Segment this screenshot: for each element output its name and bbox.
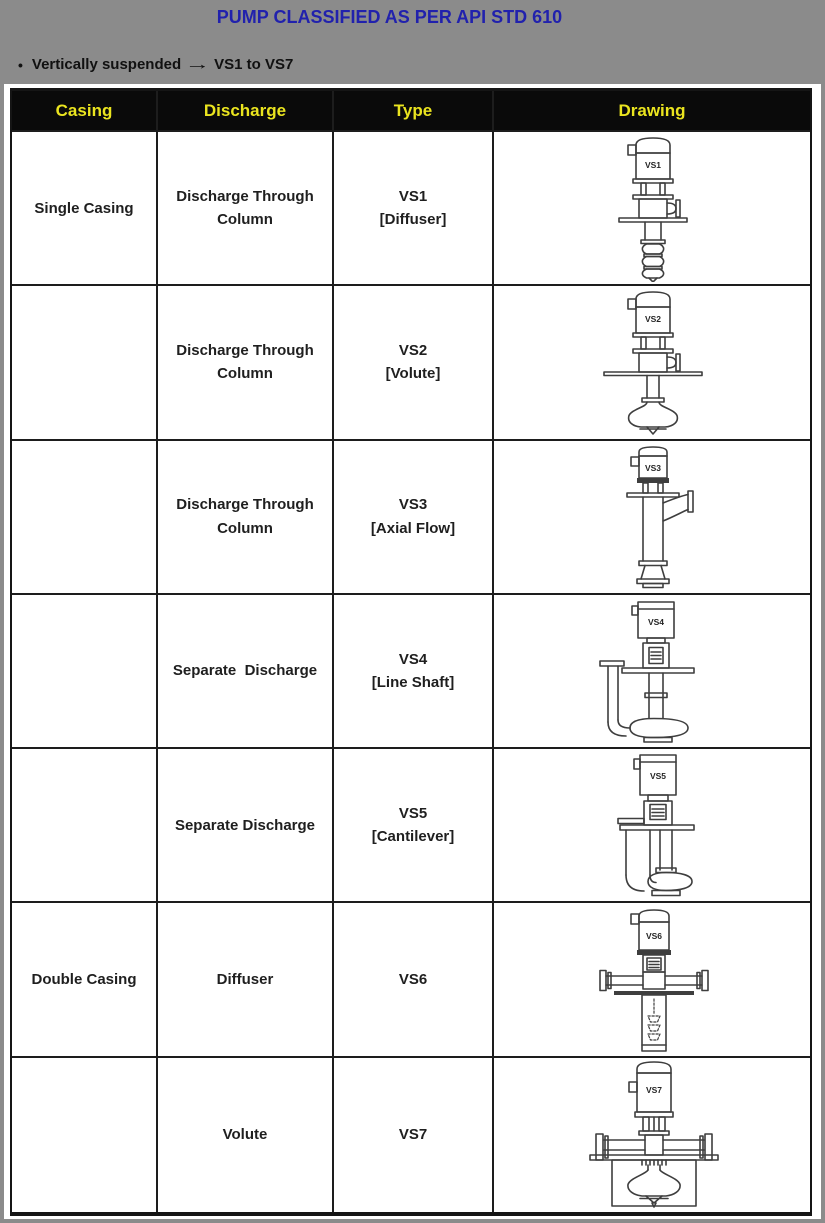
- header-casing: [12, 91, 158, 132]
- cell-drawing-vs5: [494, 749, 810, 903]
- type-name: VS7: [398, 1126, 428, 1144]
- type-name: VS4: [398, 650, 428, 668]
- cell-casing-vs3: [12, 441, 158, 595]
- type-name: VS3: [398, 496, 428, 514]
- right-arrow-icon: →: [184, 56, 211, 73]
- cell-casing-vs5: [12, 749, 158, 903]
- header-casing-label: Casing: [55, 100, 113, 120]
- pump-drawing-vs6-icon: [542, 906, 762, 1054]
- cell-drawing-vs7: [494, 1058, 810, 1212]
- cell-casing-vs1: Single Casing: [12, 132, 158, 286]
- cell-casing-vs4: [12, 595, 158, 749]
- cell-type-vs7: [334, 1058, 494, 1212]
- pump-drawing-vs7-icon: [542, 1060, 762, 1210]
- bullet-range: VS1 to VS7: [214, 56, 294, 73]
- cell-discharge-vs5: Separate Discharge: [158, 749, 334, 903]
- type-sub: [Diffuser]: [379, 211, 447, 229]
- cell-discharge-vs2: Discharge Through Column: [158, 286, 334, 440]
- cell-discharge-vs1: Discharge Through Column: [158, 132, 334, 286]
- cell-type-vs2: [334, 286, 494, 440]
- cell-discharge-vs7: Volute: [158, 1058, 334, 1212]
- bullet-text: Vertically suspended: [31, 56, 182, 73]
- drawing-label: VS5: [649, 771, 667, 782]
- document-sheet: [4, 84, 821, 1219]
- type-sub: [Line Shaft]: [371, 673, 455, 691]
- cell-discharge-vs6: Diffuser: [158, 903, 334, 1057]
- drawing-label: VS3: [644, 462, 662, 473]
- cell-drawing-vs3: [494, 441, 810, 595]
- drawing-label: VS1: [644, 160, 662, 171]
- cell-type-vs1: [334, 132, 494, 286]
- pump-drawing-vs1-icon: [542, 134, 762, 282]
- cell-type-vs4: [334, 595, 494, 749]
- pump-drawing-vs5-icon: [542, 751, 762, 899]
- type-name: VS5: [398, 805, 428, 823]
- header-drawing-label: Drawing: [618, 100, 686, 120]
- cell-discharge-vs3: Discharge Through Column: [158, 441, 334, 595]
- pump-drawing-vs2-icon: [542, 288, 762, 436]
- type-name: VS6: [398, 970, 428, 988]
- pump-drawing-vs3-icon: [542, 443, 762, 591]
- cell-type-vs5: [334, 749, 494, 903]
- cell-type-vs3: [334, 441, 494, 595]
- cell-type-vs6: [334, 903, 494, 1057]
- pump-drawing-vs4-icon: [542, 597, 762, 745]
- cell-drawing-vs1: [494, 132, 810, 286]
- cell-drawing-vs2: [494, 286, 810, 440]
- cell-casing-vs2: [12, 286, 158, 440]
- cell-discharge-vs4: Separate Discharge: [158, 595, 334, 749]
- bullet-line: [18, 56, 293, 73]
- header-discharge-label: Discharge: [203, 100, 287, 120]
- header-discharge: [158, 91, 334, 132]
- drawing-label: VS7: [645, 1084, 663, 1095]
- cell-drawing-vs6: [494, 903, 810, 1057]
- type-sub: [Cantilever]: [371, 828, 455, 846]
- type-name: VS1: [398, 187, 428, 205]
- bullet-icon: •: [18, 56, 23, 73]
- page-title: PUMP CLASSIFIED AS PER API STD 610: [216, 7, 563, 27]
- type-sub: [Axial Flow]: [370, 519, 456, 537]
- header-type-label: Type: [393, 100, 433, 120]
- drawing-label: VS6: [645, 930, 663, 941]
- pump-classification-table: [10, 88, 812, 1216]
- drawing-label: VS2: [644, 314, 662, 325]
- type-name: VS2: [398, 342, 428, 360]
- header-type: [334, 91, 494, 132]
- type-sub: [Volute]: [385, 365, 441, 383]
- cell-casing-vs7: [12, 1058, 158, 1212]
- cell-drawing-vs4: [494, 595, 810, 749]
- drawing-label: VS4: [647, 616, 665, 627]
- cell-casing-vs6: Double Casing: [12, 903, 158, 1057]
- header-drawing: [494, 91, 810, 132]
